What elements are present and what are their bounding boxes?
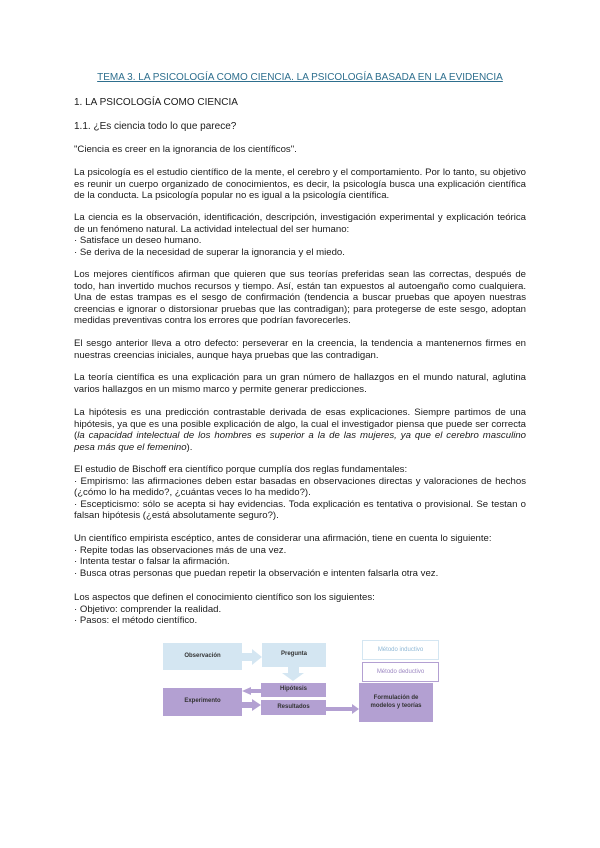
paragraph-perseverar: El sesgo anterior lleva a otro defecto: perseverar en la creencia, la tendencia a mantenernos firmes en nuestras creencias iniciales, aunque haya pruebas que las contradigan.	[74, 338, 526, 361]
document-title: TEMA 3. LA PSICOLOGÍA COMO CIENCIA. LA PSICOLOGÍA BASADA EN LA EVIDENCIA	[97, 72, 503, 83]
list-item: · Pasos: el método científico.	[74, 615, 198, 627]
legend-metodo-deductivo: Método deductivo	[362, 662, 439, 682]
example-text: la capacidad intelectual de los hombres es superior a la de las mujeres, ya que el cerebro masculino pesa más que el femenino	[74, 430, 526, 453]
list-item: · Se deriva de la necesidad de superar la ignorancia y el miedo.	[74, 246, 345, 258]
box-pregunta: Pregunta	[262, 643, 326, 667]
paragraph-text: La hipótesis es una predicción contrastable derivada de esas explicaciones. Siempre partimos de una hipótesis, ya que es una posible explicación de algo, la cual el investigador piensa que puede ser correcta (	[74, 407, 526, 442]
arrow-resultados-formulacion	[326, 704, 359, 714]
arrow-observacion-pregunta	[242, 649, 262, 665]
section-heading: 1. LA PSICOLOGÍA COMO CIENCIA	[74, 97, 238, 108]
list-item: · Busca otras personas que puedan repetir la observación e intenten falsarla otra vez.	[74, 567, 439, 579]
box-resultados: Resultados	[261, 700, 326, 715]
paragraph-text: La ciencia es la observación, identificación, descripción, investigación experimental y explicación teórica de un fenómeno natural. La actividad intelectual del ser humano:	[74, 212, 526, 235]
paragraph-text: Los aspectos que definen el conocimiento científico son los siguientes:	[74, 592, 375, 603]
subsection-heading: 1.1. ¿Es ciencia todo lo que parece?	[74, 121, 237, 132]
paragraph-text: El estudio de Bischoff era científico porque cumplía dos reglas fundamentales:	[74, 464, 408, 475]
list-item: · Intenta testar o falsar la afirmación.	[74, 556, 230, 568]
list-item: · Repite todas las observaciones más de una vez.	[74, 544, 287, 556]
arrow-experimento-resultados	[242, 699, 261, 711]
box-hipotesis: Hipótesis	[261, 683, 326, 697]
paragraph-psicologia: La psicología es el estudio científico de la mente, el cerebro y el comportamiento. Por lo tanto, su objetivo es reunir un cuerpo organizado de conocimientos, es decir, la psicología busca una explicación científica de la conducta. La psicología popular no es igual a la psicología científica.	[74, 167, 526, 202]
list-item: · Empirismo: las afirmaciones deben estar basadas en observaciones directas y valoraciones de hechos (¿cómo lo ha medido?, ¿cuántas veces lo ha medido?).	[74, 475, 526, 499]
paragraph-text: Un científico empirista escéptico, antes de considerar una afirmación, tiene en cuenta lo siguiente:	[74, 533, 492, 544]
box-observacion: Observación	[163, 643, 242, 670]
legend-metodo-inductivo: Método inductivo	[362, 640, 439, 660]
box-formulacion: Formulación de modelos y teorías	[359, 683, 433, 722]
list-item: · Objetivo: comprender la realidad.	[74, 603, 222, 615]
paragraph-end: ).	[186, 441, 193, 453]
arrow-hipotesis-experimento	[242, 687, 261, 695]
box-experimento: Experimento	[163, 688, 242, 716]
quote: "Ciencia es creer en la ignorancia de los científicos".	[74, 144, 297, 155]
paragraph-sesgo-confirmacion: Los mejores científicos afirman que quieren que sus teorías preferidas sean las correctas, después de todo, han invertido muchos recursos y tiempo. Así, están tan expuestos al autoengaño como cualquiera. Una de estas trampas es el sesgo de confirmación (tendencia a buscar pruebas que apoyen nuestras creencias e ignorar o distorsionar pruebas que las contradigan); para protegerse de este sesgo, adoptan medidas preventivas contra los errores que podrían favorecerles.	[74, 269, 526, 327]
arrow-pregunta-hipotesis	[282, 667, 304, 681]
paragraph-teoria: La teoría científica es una explicación para un gran número de hallazgos en el mundo natural, aglutina varios hallazgos en un mismo marco y permite generar predicciones.	[74, 372, 526, 395]
list-item: · Escepticismo: sólo se acepta si hay evidencias. Toda explicación es tentativa o provisional. Se testan o falsan hipótesis (¿está absolutamente seguro?).	[74, 498, 526, 522]
list-item: · Satisface un deseo humano.	[74, 235, 202, 247]
